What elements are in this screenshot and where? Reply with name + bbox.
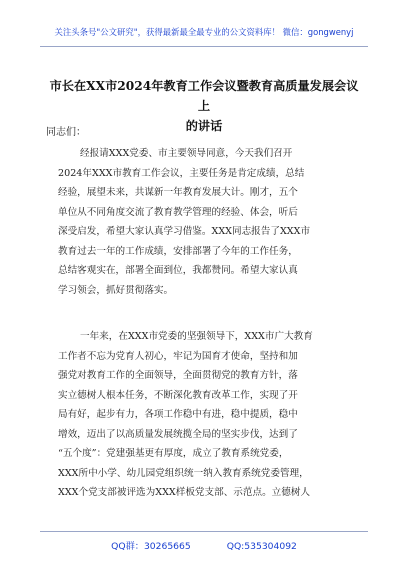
paragraph-line: 单位从不同角度交流了教育教学管理的经验、体会，听后 [58,206,298,218]
paragraph-line: 一年来，在XXX市党委的坚强领导下，XXX市广大教育 [80,331,313,342]
paragraph-line: XXX所中小学、幼儿园党组织统一纳入教育系统党委管理， [58,467,309,479]
paragraph-line: XXX个党支部被评选为XXX样板党支部、示范点。立德树人 [58,487,311,498]
header-banner: 关注头条号"公文研究"，获得最新最全最专业的公文资料库！ 微信：gongwenyj [54,27,354,37]
document-title [46,76,362,136]
paragraph-line: 学习领会，抓好贯彻落实。 [58,284,174,296]
paragraph-line: 2024年XXX市教育工作会议，主要任务是肯定成绩，总结 [58,167,305,179]
paragraph-line: “五个度”：党建强基更有厚度，成立了教育系统党委， [58,448,289,459]
footer-qq-group: QQ群：30265665 [111,541,191,552]
paragraph-line: 经报请XXX党委、市主要领导同意，今天我们召开 [80,148,293,159]
paragraph-line: 总结客观实在，部署全面到位，我都赞同。希望大家认真 [58,265,298,276]
salutation: 同志们： [46,127,86,138]
paragraph-line: 实立德树人根本任务，不断深化教育改革工作，实现了开 [58,389,298,401]
paragraph-line: 强党对教育工作的全面领导，全面贯彻党的教育方针，落 [58,370,298,381]
paragraph-line: 增效，迈出了以高质量发展统揽全局的坚实步伐，达到了 [58,428,298,440]
title-line-1: 市长在XX市2024年教育工作会议暨教育高质量发展会议上 [49,79,359,113]
paragraph-line: 教育过去一年的工作成绩，安排部署了今年的工作任务， [58,245,298,257]
footer-qq: QQ:535304092 [226,541,297,552]
title-line-2: 的讲话 [185,119,223,133]
footer-divider [40,531,368,532]
paragraph-1 [58,144,358,300]
paragraph-line: 工作者不忘为党育人初心，牢记为国育才使命，坚持和加 [58,350,298,362]
paragraph-line: 深受启发，希望大家认真学习借鉴。XXX同志报告了XXX市 [58,226,311,237]
paragraph-2 [58,327,358,503]
header-divider [40,46,368,47]
paragraph-line: 经验，展望未来，共谋新一年教育发展大计。刚才，五个 [58,187,298,198]
paragraph-line: 局有好，起步有力，各项工作稳中有进，稳中提质，稳中 [58,409,298,420]
footer [0,538,408,552]
